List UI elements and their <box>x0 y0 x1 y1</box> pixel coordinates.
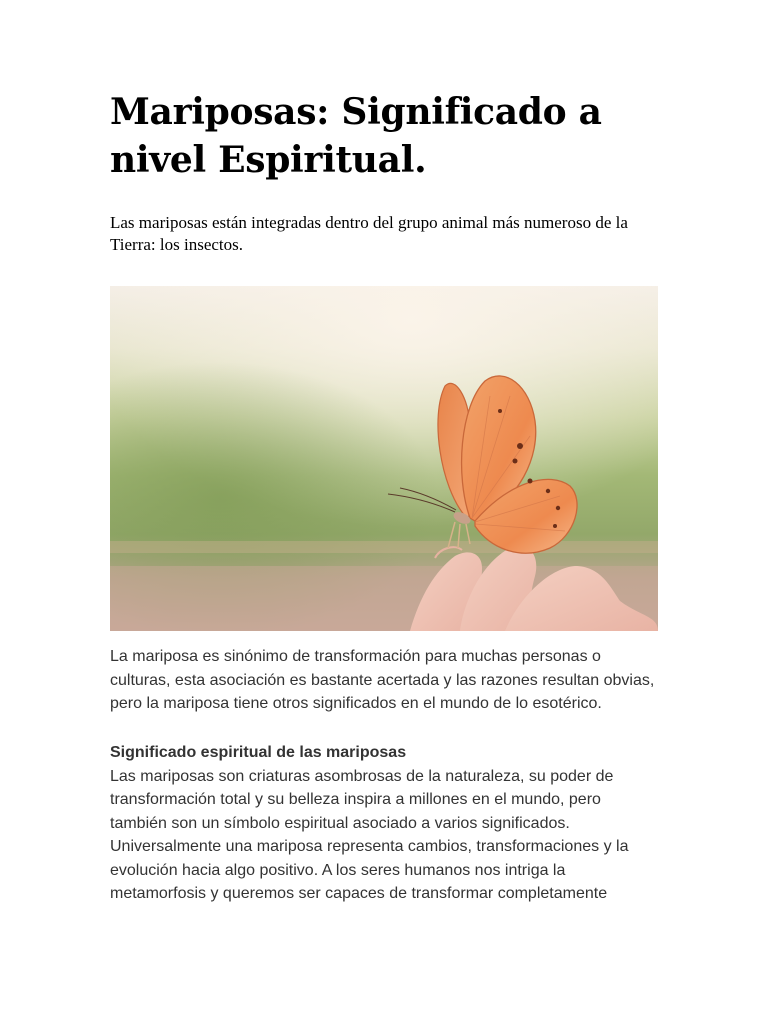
section-heading: Significado espiritual de las mariposas <box>110 743 407 761</box>
butterfly-photo <box>110 286 658 631</box>
document-page <box>110 88 660 906</box>
article-intro: Las mariposas están integradas dentro del grupo animal más numeroso de la Tierra: los insectos. <box>110 213 628 254</box>
article-title: Mariposas: Significado a nivel Espiritual. <box>110 91 602 181</box>
article-paragraph-1: La mariposa es sinónimo de transformación para muchas personas o culturas, esta asociación es bastante acertada y las razones resultan obvias, pero la mariposa tiene otros significados en el mundo de lo esotérico. <box>110 648 655 712</box>
section-body: Las mariposas son criaturas asombrosas de la naturaleza, su poder de transformación total y su belleza inspira a millones en el mundo, pero también son un símbolo espiritual asociado a varios significados. Universalmente una mariposa representa cambios, transformaciones y la evolución hacia algo positivo. A los seres humanos nos intriga la metamorfosis y queremos ser capaces de transformar completamente <box>110 767 629 902</box>
